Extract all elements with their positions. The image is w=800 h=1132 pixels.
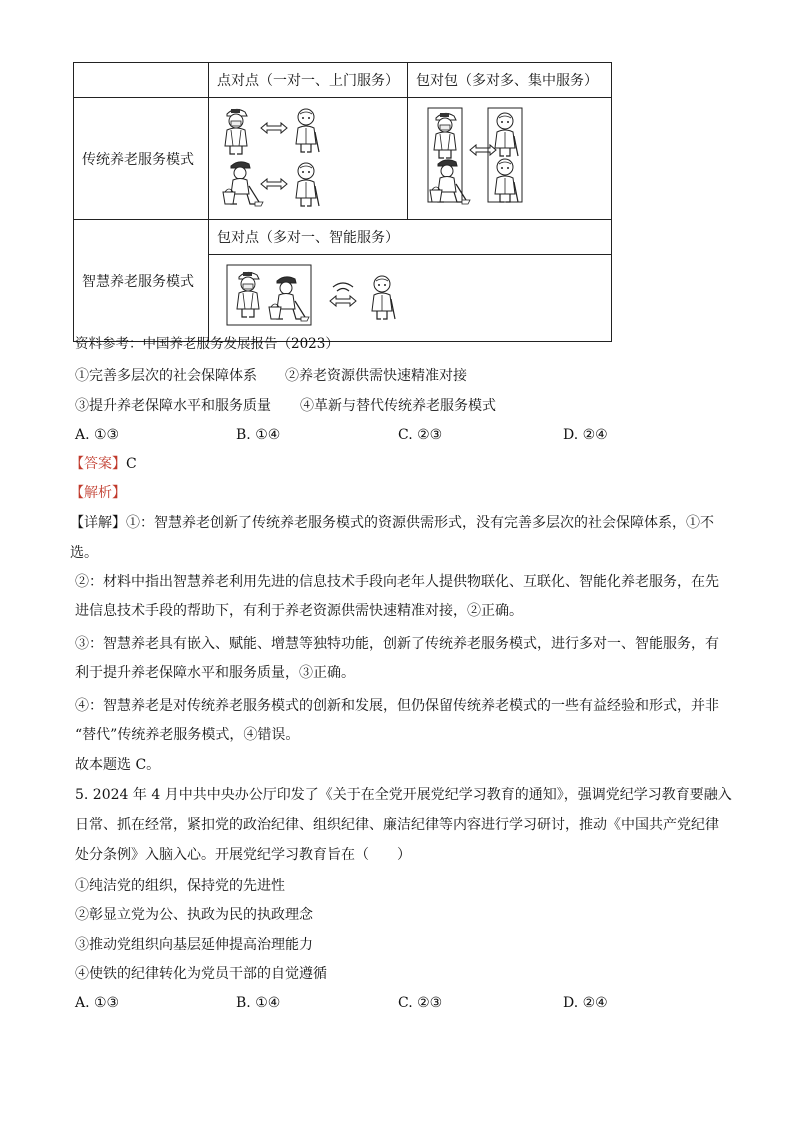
analysis-p2-line2: 进信息技术手段的帮助下，有利于养老资源供需快速精准对接，②正确。 <box>75 603 523 619</box>
analysis-label: 【解析】 <box>70 485 126 501</box>
header-package-to-point: 包对点（多对一、智能服务） <box>209 220 612 255</box>
analysis-conclusion: 故本题选 C。 <box>75 757 161 773</box>
analysis-p1-line1: 【详解】①：智慧养老创新了传统养老服务模式的资源供需形式，没有完善多层次的社会保障体系，①不 <box>70 515 714 531</box>
answer-line <box>70 454 137 474</box>
row-label-traditional: 传统养老服务模式 <box>74 98 209 220</box>
table-corner-cell <box>74 63 209 98</box>
q5-item-3: ③推动党组织向基层延伸提高治理能力 <box>75 937 313 953</box>
q5-item-2: ②彰显立党为公、执政为民的执政理念 <box>75 907 313 923</box>
source-note: 资料参考：中国养老服务发展报告（2023） <box>75 336 339 352</box>
q5-option-c: C. ②③ <box>398 995 443 1011</box>
row-label-smart: 智慧养老服务模式 <box>74 220 209 342</box>
q4-option-c: C. ②③ <box>398 427 443 443</box>
analysis-p3-line2: 利于提升养老保障水平和服务质量，③正确。 <box>75 665 355 681</box>
q4-item-1: ①完善多层次的社会保障体系 <box>75 368 257 384</box>
q5-stem-line1: 5. 2024 年 4 月中共中央办公厅印发了《关于在全党开展党纪学习教育的通知》，强调党纪学习教育要融入 <box>75 787 732 803</box>
q5-item-1: ①纯洁党的组织，保持党的先进性 <box>75 878 285 894</box>
q4-option-b: B. ①④ <box>236 427 281 443</box>
package-to-point-figures <box>209 255 594 337</box>
q5-item-4: ④使铁的纪律转化为党员干部的自觉遵循 <box>75 966 327 982</box>
header-package-to-package: 包对包（多对多、集中服务） <box>408 63 612 98</box>
package-to-package-figures <box>408 98 603 215</box>
q4-option-d: D. ②④ <box>563 427 608 443</box>
q4-item-3: ③提升养老保障水平和服务质量 <box>75 398 271 414</box>
q5-option-d: D. ②④ <box>563 995 608 1011</box>
answer-value: C <box>126 456 137 472</box>
q4-item-2: ②养老资源供需快速精准对接 <box>285 368 467 384</box>
answer-label: 【答案】 <box>70 456 126 472</box>
q4-option-a: A. ①③ <box>75 427 120 443</box>
traditional-package-illustration <box>408 98 612 220</box>
analysis-p2-line1: ②：材料中指出智慧养老利用先进的信息技术手段向老年人提供物联化、互联化、智能化养老服务，在先 <box>75 574 719 590</box>
analysis-p3-line1: ③：智慧养老具有嵌入、赋能、增慧等独特功能，创新了传统养老服务模式，进行多对一、智能服务，有 <box>75 636 719 652</box>
service-mode-table <box>73 62 612 342</box>
point-to-point-figures <box>209 98 399 215</box>
q5-option-a: A. ①③ <box>75 995 120 1011</box>
header-point-to-point: 点对点（一对一、上门服务） <box>209 63 408 98</box>
analysis-p1-line2: 选。 <box>70 545 98 561</box>
q4-item-4: ④革新与替代传统养老服务模式 <box>300 398 496 414</box>
analysis-p4-line1: ④：智慧养老是对传统养老服务模式的创新和发展，但仍保留传统养老模式的一些有益经验和形式，并非 <box>75 698 719 714</box>
traditional-point-illustration <box>209 98 408 220</box>
q5-stem-line3: 处分条例》入脑入心。开展党纪学习教育旨在（ ） <box>75 847 411 863</box>
q5-option-b: B. ①④ <box>236 995 281 1011</box>
smart-illustration <box>209 255 612 342</box>
q5-stem-line2: 日常、抓在经常，紧扣党的政治纪律、组织纪律、廉洁纪律等内容进行学习研讨，推动《中国共产党纪律 <box>75 817 719 833</box>
analysis-p4-line2: “替代”传统养老服务模式，④错误。 <box>75 727 300 743</box>
